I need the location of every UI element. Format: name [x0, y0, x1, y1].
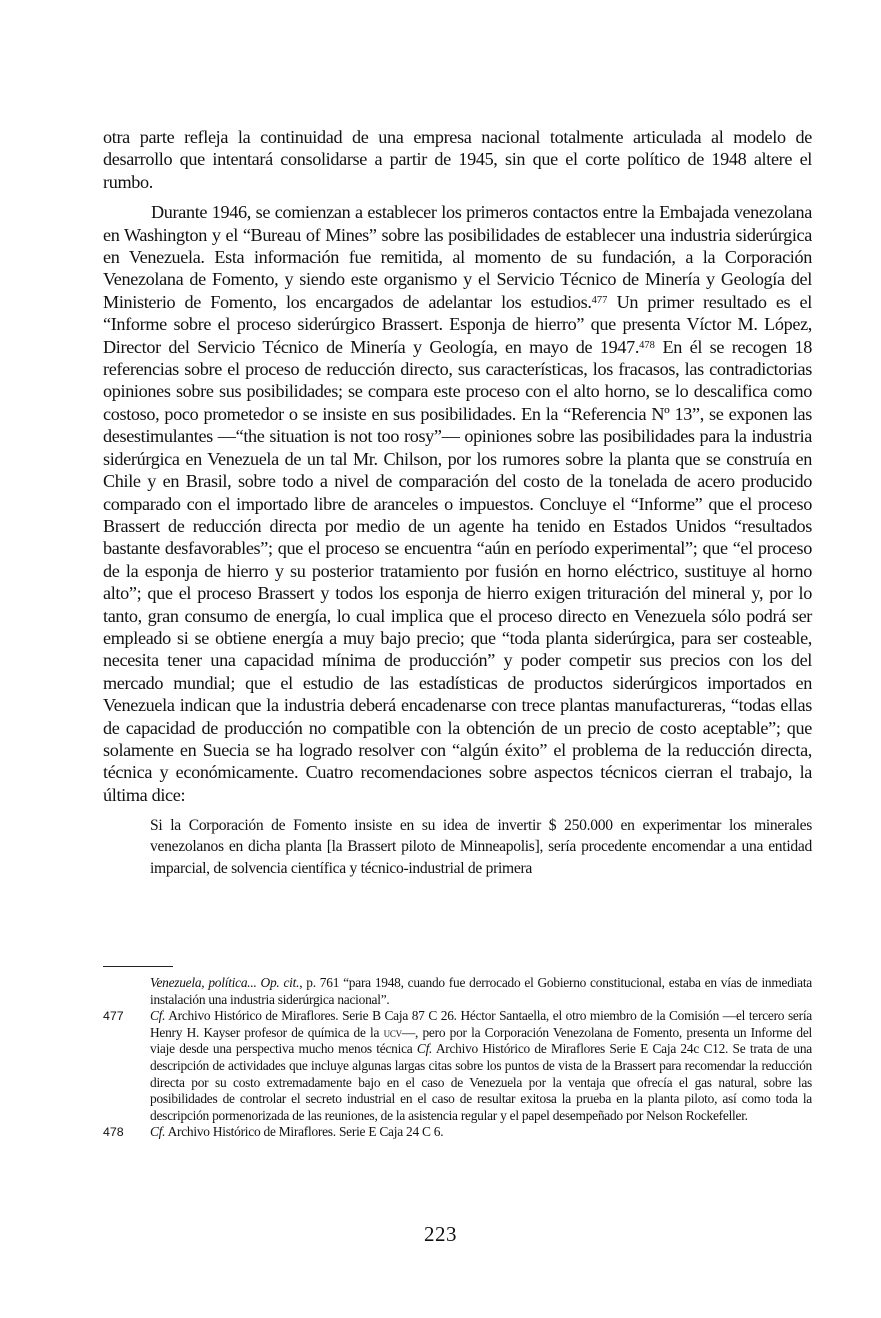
footnote-italic-title: Venezuela, política... Op. cit. — [150, 975, 300, 990]
footnote-text: , p. 761 “para 1948, cuando fue derrocado el Gobierno constitucional, estaba en vías de inmediata instalación una industria siderúrgica nacional”. — [150, 975, 812, 1007]
footnote-478 — [103, 1124, 812, 1141]
footnote-italic-cf: Cf. — [150, 1124, 166, 1140]
footnote-477 — [103, 1008, 812, 1124]
footnote-separator-rule — [103, 966, 173, 967]
page-body — [103, 126, 812, 879]
footnote-text: Archivo Histórico de Miraflores Serie E Caja 24c C12. Se trata de una descripción de actividades que incluye algunas largas citas sobre los puntos de vista de la Brassert para recomendar la reducción directa por su costo extremadamente bajo en el caso de Venezuela por la ventaja que ofrecía el gas natural, sobre las posibilidades de controlar el secreto industrial en el caso de resultar exitosa la prueba en la planta piloto, así como toda la descripción pormenorizada de las reuniones, de la asistencia regular y el papel desempeñado por Nelson Rockefeller. — [150, 1041, 812, 1123]
footnotes-section — [103, 975, 812, 1141]
paragraph-text-segment: En él se recogen 18 referencias sobre el proceso de reducción directo, sus características, los fracasos, las contradictorias opiniones sobre sus posibilidades; se compara este proceso con el alto horno, se lo descalifica como costoso, poco prometedor o se insiste en sus posibilidades. En la “Referencia Nº 13”, se exponen las desestimulantes —“the situation is not too rosy”— opiniones sobre las posibilidades para la industria siderúrgica en Venezuela de un tal Mr. Chilson, por los rumores sobre la planta que se construía en Chile y en Brasil, sobre todo a nivel de comparación del costo de la tonelada de acero producido comparado con el importado libre de aranceles o impuestos. Concluye el “Informe” que el proceso Brassert de reducción directa por medio de un agente ha tenido en Estados Unidos “resultados bastante desfavorables”; que el proceso se encuentra “aún en período experimental”; que “el proceso de la esponja de hierro y su posterior tratamiento por fusión en horno eléctrico, sustituye al horno alto”; que el proceso Brassert y todos los esponja de hierro exigen trituración del mineral y, por lo tanto, gran consumo de energía, lo cual implica que el proceso directo en Venezuela sólo podrá ser empleado si se obtiene energía a muy bajo precio; que “toda planta siderúrgica, para ser costeable, necesita tener una capacidad mínima de producción” y poder competir sus precios con los del mercado mundial; que el estudio de las estadísticas de productos siderúrgicos importados en Venezuela indican que la industria deberá encadenarse con trece plantas manufactureras, “todas ellas de capacidad de producción no compatible con la obtención de un precio de costo aceptable”; que solamente en Suecia se ha logrado resolver con “algún éxito” el problema de la reducción directa, técnica y económicamente. Cuatro recomendaciones sobre aspectos técnicos cierran el trabajo, la última dice: — [103, 336, 812, 805]
paragraph-durante-1946 — [103, 201, 812, 806]
footnote-italic-cf: Cf. — [416, 1041, 433, 1057]
paragraph-continuation: otra parte refleja la continuidad de una empresa nacional totalmente articulada al modelo de desarrollo que intentará consolidarse a partir de 1945, sin que el corte político de 1948 altere el rumbo. — [103, 127, 812, 192]
page-number: 223 — [424, 1222, 457, 1246]
footnote-ref-478[interactable]: 478 — [639, 339, 655, 351]
footnote-number: 477 — [103, 1009, 124, 1024]
footnote-text: —, pero por la Corporación Venezolana de Fomento, presenta un Informe del viaje desde una perspectiva mucho menos técnica — [150, 1024, 812, 1057]
paragraph-text-segment: Durante 1946, se comienzan a establecer los primeros contactos entre la Embajada venezolana en Washington y el “Bureau of Mines” sobre las posibilidades de establecer una industria siderúrgica en Venezuela. Esta información fue remitida, al momento de su fundación, a la Corporación Venezolana de Fomento, y siendo este organismo y el Servicio Técnico de Minería y Geología del Ministerio de Fomento, los encargados de adelantar los estudios. — [103, 202, 812, 312]
footnote-text: Archivo Histórico de Miraflores. Serie E Caja 24 C 6. — [165, 1124, 444, 1140]
footnote-text: Archivo Histórico de Miraflores. Serie B Caja 87 C 26. Héctor Santaella, el otro miembro de la Comisión —el tercero sería Henry H. Kayser profesor de química de la — [150, 1008, 812, 1040]
block-quotation: Si la Corporación de Fomento insiste en su idea de invertir $ 250.000 en experimentar los minerales venezolanos en dicha planta [la Brassert piloto de Minneapolis], sería procedente encomendar a una entidad imparcial, de solvencia científica y técnico-industrial de primera — [150, 817, 812, 877]
footnote-abbreviation-ucv: ucv — [383, 1025, 402, 1040]
footnote-number: 478 — [103, 1125, 124, 1140]
footnote-ref-477[interactable]: 477 — [591, 294, 608, 306]
footnote-continued — [103, 975, 812, 1008]
footnote-italic-cf: Cf. — [150, 1008, 166, 1024]
paragraph-text-segment: Un primer resultado es el “Informe sobre el proceso siderúrgico Brassert. Esponja de hierro” que presenta Víctor M. López, Director del Servicio Técnico de Minería y Geología, en mayo de 1947. — [103, 291, 812, 357]
